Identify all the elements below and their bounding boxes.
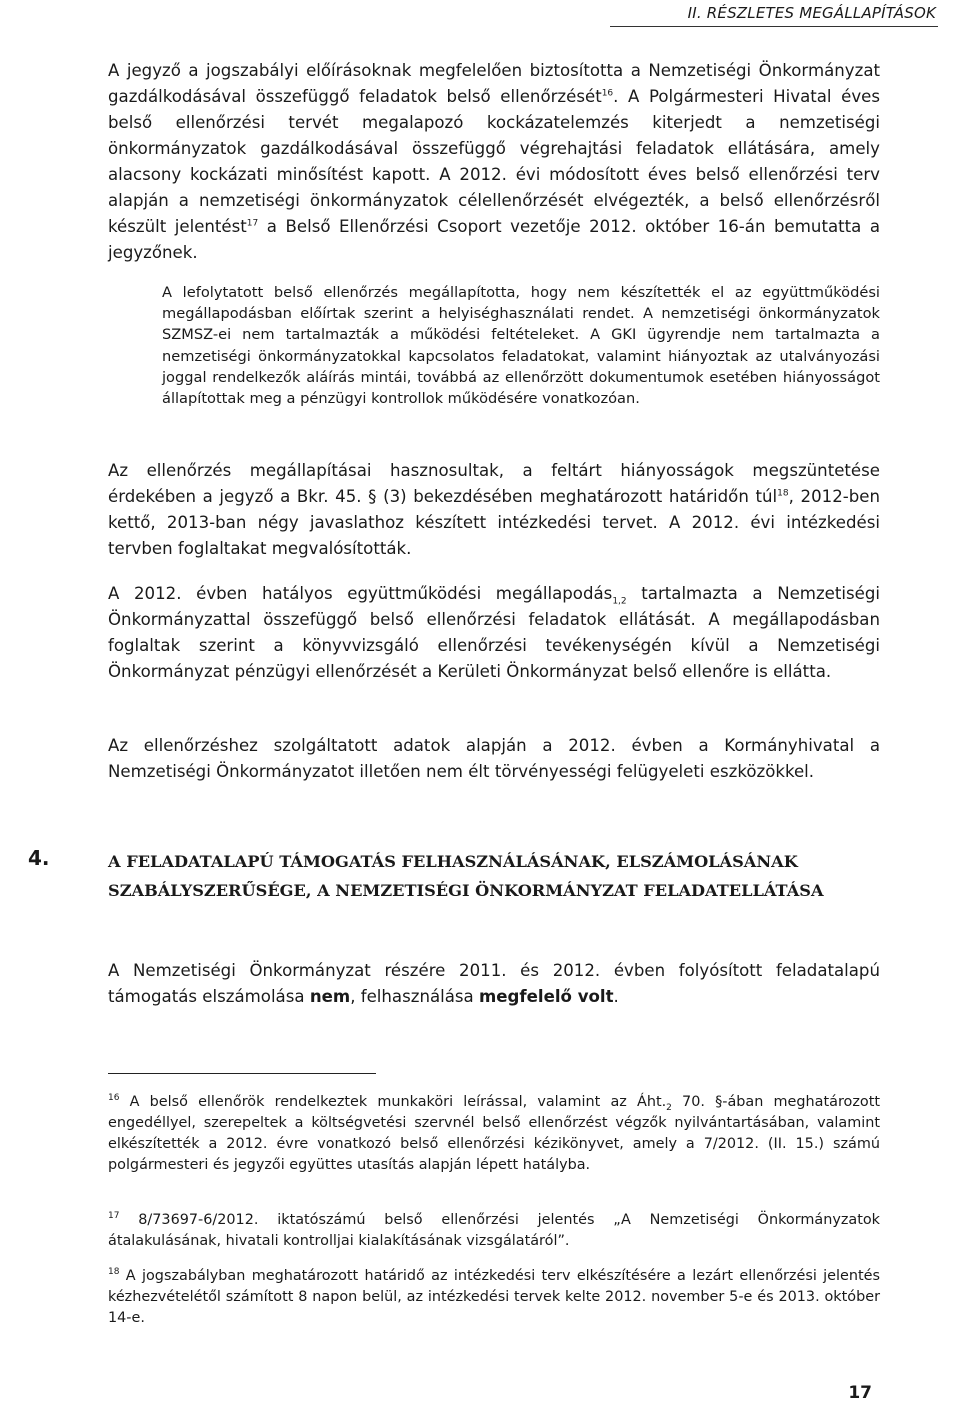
footnote-17 bbox=[108, 1210, 880, 1252]
footnote-ref-16[interactable]: 16 bbox=[601, 88, 614, 99]
paragraph-government-office: Az ellenőrzéshez szolgáltatott adatok alapján a 2012. évben a Kormányhivatal a Nemzetiségi Önkormányzatot illetően nem élt törvényességi felügyeleti eszközökkel. bbox=[108, 736, 880, 781]
paragraph-audit-findings: A lefolytatott belső ellenőrzés megállapította, hogy nem készítették el az együttműködési megállapodásban előírtak szerint a helyiséghasználati rendet. A nemzetiségi önkormányzatok SZMSZ-ei nem tartalmazták a működési feltételeket. A GKI ügyrendje nem tartalmazta a nemzetiségi önkormányzatokkal kapcsolatos feladatokat, valamint hiányoztak az utalványozási joggal rendelkezők aláírás mintái, továbbá az ellenőrzött dokumentumok esetében hiányosságot állapítottak meg a pénzügyi kontrollok működésére vonatkozóan. bbox=[162, 284, 880, 408]
footnote-text: 70. §-ában meghatározott engedéllyel, szerepeltek a költségvetési szervnél belső ellenőrzést végzők nyilvántartásában, valamint elkészítették a 2012. évre vonatkozó belső ellenőrzési kézikönyvet, amely a 7/2012. (II. 15.) számú polgármesteri és jegyzői együttes utasítás alapján lépett hatályba. bbox=[108, 1094, 880, 1173]
running-header bbox=[0, 0, 960, 24]
subscript-ref: 2 bbox=[666, 1102, 672, 1113]
paragraph-internal-audit bbox=[108, 58, 880, 266]
page-number: 17 bbox=[848, 1383, 872, 1403]
footnote-separator bbox=[108, 1073, 376, 1074]
footnote-number: 18 bbox=[108, 1267, 120, 1278]
paragraph-text: . A Polgármesteri Hivatal éves belső ellenőrzési tervét megalapozó kockázatelemzés kiterjedt a nemzetiségi önkormányzatok gazdálkodásával összefüggő végrehajtási feladatok ellátására, amely alacsony kockázati minősítést kapott. A 2012. évi módosított éves belső ellenőrzési terv alapján a nemzetiségi önkormányzatok célellenőrzését elvégezték, a belső ellenőrzésről készült jelentést bbox=[108, 87, 880, 236]
paragraph-cooperation-agreement bbox=[108, 581, 880, 685]
footnote-number: 16 bbox=[108, 1093, 120, 1104]
paragraph-text: , felhasználása bbox=[350, 987, 479, 1006]
footnote-18 bbox=[108, 1266, 880, 1329]
footnote-number: 17 bbox=[108, 1211, 120, 1222]
footnote-ref-17[interactable]: 17 bbox=[246, 218, 259, 229]
paragraph-text: A 2012. évben hatályos együttműködési megállapodás bbox=[108, 584, 613, 603]
paragraph-text: , 2012-ben kettő, 2013-ban négy javaslathoz készített intézkedési tervet. A 2012. évi intézkedési tervben foglaltakat megvalósították. bbox=[108, 487, 880, 558]
emphasis-text: nem bbox=[309, 987, 351, 1006]
footnote-text: 8/73697-6/2012. iktatószámú belső ellenőrzési jelentés „A Nemzetiségi Önkormányzatok átalakulásának, hivatali kontrolljai kialakításának vizsgálatáról”. bbox=[108, 1212, 880, 1249]
subscript-ref: 1,2 bbox=[612, 596, 627, 607]
chapter-title: II. RÉSZLETES MEGÁLLAPÍTÁSOK bbox=[687, 4, 936, 22]
paragraph-text: Az ellenőrzés megállapításai hasznosultak, a feltárt hiányosságok megszüntetése érdekében a jegyző a Bkr. 45. § (3) bekezdésében meghatározott határidőn túl bbox=[108, 461, 880, 506]
emphasis-text: megfelelő volt bbox=[479, 987, 614, 1006]
paragraph-text: tartalmazta a Nemzetiségi Önkormányzattal összefüggő belső ellenőrzési feladatok ellátását. A megállapodásban foglaltak szerint a könyvvizsgáló ellenőrzési tevékenységén kívül a Nemzetiségi Önkormányzat pénzügyi ellenőrzését a Kerületi Önkormányzat belső ellenőre is ellátta. bbox=[108, 584, 881, 681]
paragraph-task-based-support bbox=[108, 958, 880, 1010]
paragraph-text: . bbox=[613, 987, 619, 1006]
paragraph-text: A Nemzetiségi Önkormányzat részére 2011. és 2012. évben folyósított feladatalapú támogatás elszámolása bbox=[108, 961, 880, 1006]
section-number: 4. bbox=[28, 846, 50, 870]
footnote-16 bbox=[108, 1092, 880, 1176]
header-rule bbox=[610, 26, 938, 27]
paragraph-findings-used bbox=[108, 458, 880, 562]
paragraph-text: a Belső Ellenőrzési Csoport vezetője 2012. október 16-án bemutatta a jegyzőnek. bbox=[108, 217, 881, 262]
paragraph-text: A jegyző a jogszabályi előírásoknak megfelelően biztosította a Nemzetiségi Önkormányzat gazdálkodásával összefüggő feladatok belső ellenőrzését bbox=[108, 61, 880, 106]
footnote-text: A belső ellenőrök rendelkeztek munkaköri leírással, valamint az Áht. bbox=[119, 1094, 667, 1110]
footnote-ref-18[interactable]: 18 bbox=[777, 488, 789, 499]
footnote-text: A jogszabályban meghatározott határidő az intézkedési terv elkészítésére a lezárt ellenőrzési jelentés kézhezvételétől számított 8 napon belül, az intézkedési tervek kelte 2012. november 5-e és 2013. október 14-e. bbox=[108, 1268, 880, 1326]
section-title: A FELADATALAPÚ TÁMOGATÁS FELHASZNÁLÁSÁNAK, ELSZÁMOLÁSÁNAK SZABÁLYSZERŰSÉGE, A NEMZETISÉGI ÖNKORMÁNYZAT FELADATELLÁTÁSA bbox=[108, 852, 824, 900]
